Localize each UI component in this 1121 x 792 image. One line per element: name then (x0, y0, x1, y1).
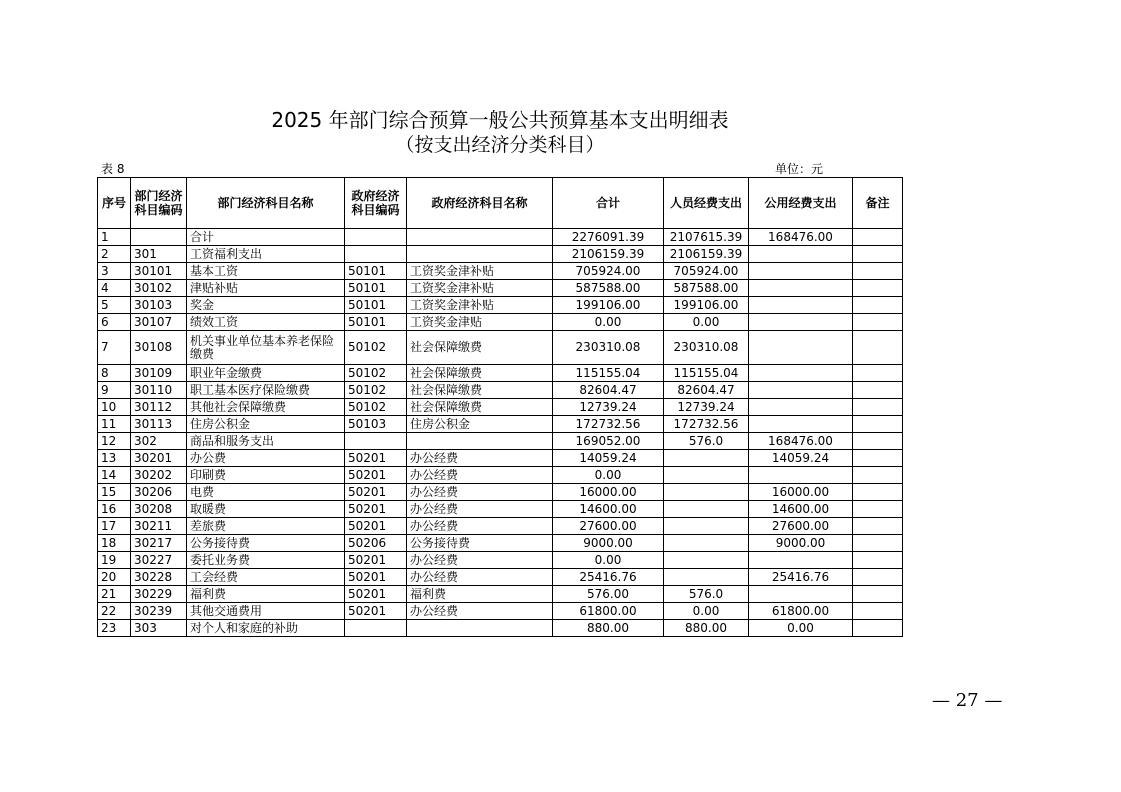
cell-gov-code: 50201 (345, 467, 407, 484)
table-row (98, 620, 903, 637)
cell-seq: 18 (98, 535, 131, 552)
table-row (98, 314, 903, 331)
header-gov-name: 政府经济科目名称 (407, 178, 553, 229)
cell-personnel: 12739.24 (664, 399, 749, 416)
cell-seq: 11 (98, 416, 131, 433)
cell-dept-name: 取暖费 (187, 501, 345, 518)
table-row (98, 484, 903, 501)
cell-personnel (664, 518, 749, 535)
cell-public (749, 263, 853, 280)
cell-dept-name: 公务接待费 (187, 535, 345, 552)
cell-dept-name: 印刷费 (187, 467, 345, 484)
cell-gov-code: 50201 (345, 484, 407, 501)
page-subtitle: （按支出经济分类科目） (395, 134, 605, 156)
cell-personnel: 0.00 (664, 314, 749, 331)
cell-remark (853, 331, 903, 365)
cell-gov-name: 办公经费 (407, 501, 553, 518)
cell-remark (853, 501, 903, 518)
cell-seq: 6 (98, 314, 131, 331)
cell-seq: 22 (98, 603, 131, 620)
cell-personnel: 576.0 (664, 433, 749, 450)
cell-public (749, 280, 853, 297)
cell-seq: 7 (98, 331, 131, 365)
cell-dept-name: 其他交通费用 (187, 603, 345, 620)
cell-seq: 13 (98, 450, 131, 467)
cell-dept-code: 30110 (131, 382, 187, 399)
cell-gov-code (345, 229, 407, 246)
table-row (98, 280, 903, 297)
expense-detail-table (97, 177, 903, 637)
cell-dept-name: 委托业务费 (187, 552, 345, 569)
cell-personnel (664, 535, 749, 552)
cell-remark (853, 603, 903, 620)
cell-gov-name (407, 229, 553, 246)
header-public: 公用经费支出 (749, 178, 853, 229)
cell-dept-name: 职业年金缴费 (187, 365, 345, 382)
page-title: 2025 年部门综合预算一般公共预算基本支出明细表 (271, 108, 729, 132)
cell-personnel: 2106159.39 (664, 246, 749, 263)
table-row (98, 246, 903, 263)
cell-remark (853, 552, 903, 569)
cell-dept-name: 电费 (187, 484, 345, 501)
cell-gov-name: 工资奖金津补贴 (407, 297, 553, 314)
cell-total: 115155.04 (553, 365, 664, 382)
cell-gov-code: 50206 (345, 535, 407, 552)
cell-seq: 9 (98, 382, 131, 399)
cell-public: 14600.00 (749, 501, 853, 518)
cell-dept-name: 奖金 (187, 297, 345, 314)
cell-remark (853, 569, 903, 586)
cell-gov-code: 50102 (345, 365, 407, 382)
cell-gov-name: 工资奖金津补贴 (407, 263, 553, 280)
cell-gov-name (407, 433, 553, 450)
cell-personnel: 172732.56 (664, 416, 749, 433)
cell-seq: 12 (98, 433, 131, 450)
cell-gov-code (345, 433, 407, 450)
cell-gov-code: 50102 (345, 382, 407, 399)
cell-dept-code: 30206 (131, 484, 187, 501)
table-row (98, 535, 903, 552)
cell-gov-name: 办公经费 (407, 552, 553, 569)
cell-total: 169052.00 (553, 433, 664, 450)
cell-remark (853, 484, 903, 501)
cell-personnel: 0.00 (664, 603, 749, 620)
cell-dept-name: 津贴补贴 (187, 280, 345, 297)
cell-gov-code: 50201 (345, 450, 407, 467)
cell-gov-code: 50102 (345, 399, 407, 416)
table-row (98, 365, 903, 382)
cell-dept-code: 30109 (131, 365, 187, 382)
cell-public (749, 586, 853, 603)
cell-seq: 3 (98, 263, 131, 280)
cell-total: 12739.24 (553, 399, 664, 416)
cell-public (749, 297, 853, 314)
table-row (98, 433, 903, 450)
cell-public (749, 399, 853, 416)
cell-dept-code: 30201 (131, 450, 187, 467)
cell-personnel (664, 467, 749, 484)
cell-gov-code: 50201 (345, 552, 407, 569)
table-row (98, 416, 903, 433)
cell-remark (853, 297, 903, 314)
header-seq: 序号 (98, 178, 131, 229)
cell-remark (853, 382, 903, 399)
cell-personnel: 705924.00 (664, 263, 749, 280)
cell-seq: 8 (98, 365, 131, 382)
table-body (98, 229, 903, 637)
cell-gov-name: 住房公积金 (407, 416, 553, 433)
header-total: 合计 (553, 178, 664, 229)
cell-dept-code: 30101 (131, 263, 187, 280)
cell-dept-name: 基本工资 (187, 263, 345, 280)
cell-remark (853, 229, 903, 246)
cell-remark (853, 263, 903, 280)
cell-seq: 1 (98, 229, 131, 246)
cell-dept-code: 30217 (131, 535, 187, 552)
cell-dept-name: 机关事业单位基本养老保险缴费 (187, 331, 345, 365)
cell-personnel: 230310.08 (664, 331, 749, 365)
cell-gov-name: 社会保障缴费 (407, 331, 553, 365)
cell-total: 0.00 (553, 467, 664, 484)
cell-remark (853, 399, 903, 416)
cell-dept-code: 301 (131, 246, 187, 263)
table-number: 表 8 (101, 162, 125, 176)
cell-gov-name (407, 620, 553, 637)
cell-dept-name: 福利费 (187, 586, 345, 603)
cell-dept-name: 商品和服务支出 (187, 433, 345, 450)
cell-gov-name (407, 246, 553, 263)
cell-dept-name: 工会经费 (187, 569, 345, 586)
cell-personnel (664, 569, 749, 586)
cell-gov-code: 50201 (345, 603, 407, 620)
cell-gov-name: 社会保障缴费 (407, 399, 553, 416)
cell-remark (853, 433, 903, 450)
cell-public: 168476.00 (749, 433, 853, 450)
cell-remark (853, 416, 903, 433)
cell-personnel: 587588.00 (664, 280, 749, 297)
cell-public: 25416.76 (749, 569, 853, 586)
cell-public (749, 331, 853, 365)
cell-remark (853, 535, 903, 552)
cell-total: 230310.08 (553, 331, 664, 365)
cell-dept-code: 30112 (131, 399, 187, 416)
cell-remark (853, 365, 903, 382)
cell-total: 25416.76 (553, 569, 664, 586)
cell-gov-name: 办公经费 (407, 467, 553, 484)
cell-dept-code: 303 (131, 620, 187, 637)
cell-gov-name: 办公经费 (407, 450, 553, 467)
cell-total: 16000.00 (553, 484, 664, 501)
header-row (98, 178, 903, 229)
cell-gov-name: 社会保障缴费 (407, 365, 553, 382)
cell-seq: 4 (98, 280, 131, 297)
cell-gov-code: 50201 (345, 569, 407, 586)
cell-dept-code: 30113 (131, 416, 187, 433)
header-dept-name: 部门经济科目名称 (187, 178, 345, 229)
cell-remark (853, 586, 903, 603)
cell-total: 576.00 (553, 586, 664, 603)
cell-personnel (664, 552, 749, 569)
cell-gov-name: 工资奖金津贴 (407, 314, 553, 331)
cell-dept-code: 30228 (131, 569, 187, 586)
header-remark: 备注 (853, 178, 903, 229)
cell-gov-name: 办公经费 (407, 603, 553, 620)
page-number: — 27 — (932, 690, 1003, 711)
cell-seq: 2 (98, 246, 131, 263)
cell-gov-code: 50101 (345, 280, 407, 297)
table-row (98, 399, 903, 416)
table-row (98, 382, 903, 399)
cell-public: 27600.00 (749, 518, 853, 535)
cell-total: 0.00 (553, 552, 664, 569)
header-personnel: 人员经费支出 (664, 178, 749, 229)
cell-remark (853, 246, 903, 263)
table-row (98, 518, 903, 535)
cell-total: 199106.00 (553, 297, 664, 314)
cell-dept-name: 差旅费 (187, 518, 345, 535)
cell-dept-code: 302 (131, 433, 187, 450)
cell-dept-name: 其他社会保障缴费 (187, 399, 345, 416)
cell-public (749, 467, 853, 484)
cell-gov-name: 工资奖金津补贴 (407, 280, 553, 297)
table-row (98, 603, 903, 620)
cell-total: 0.00 (553, 314, 664, 331)
cell-dept-name: 合计 (187, 229, 345, 246)
cell-total: 587588.00 (553, 280, 664, 297)
cell-dept-code: 30239 (131, 603, 187, 620)
cell-dept-code: 30107 (131, 314, 187, 331)
unit-label: 单位：元 (775, 162, 824, 176)
cell-dept-name: 工资福利支出 (187, 246, 345, 263)
cell-dept-code: 30229 (131, 586, 187, 603)
cell-seq: 5 (98, 297, 131, 314)
cell-public (749, 314, 853, 331)
cell-seq: 20 (98, 569, 131, 586)
cell-dept-code: 30227 (131, 552, 187, 569)
cell-dept-name: 职工基本医疗保险缴费 (187, 382, 345, 399)
cell-public (749, 416, 853, 433)
cell-remark (853, 314, 903, 331)
cell-personnel (664, 501, 749, 518)
cell-total: 2106159.39 (553, 246, 664, 263)
cell-seq: 10 (98, 399, 131, 416)
table-row (98, 229, 903, 246)
cell-dept-code: 30208 (131, 501, 187, 518)
cell-gov-name: 办公经费 (407, 484, 553, 501)
cell-total: 172732.56 (553, 416, 664, 433)
cell-personnel: 2107615.39 (664, 229, 749, 246)
cell-dept-code: 30103 (131, 297, 187, 314)
table-row (98, 450, 903, 467)
cell-remark (853, 518, 903, 535)
cell-public: 168476.00 (749, 229, 853, 246)
cell-gov-code: 50101 (345, 314, 407, 331)
cell-total: 9000.00 (553, 535, 664, 552)
cell-personnel (664, 484, 749, 501)
cell-dept-code: 30202 (131, 467, 187, 484)
cell-public (749, 365, 853, 382)
cell-seq: 19 (98, 552, 131, 569)
cell-gov-code: 50102 (345, 331, 407, 365)
cell-public (749, 552, 853, 569)
table-row (98, 297, 903, 314)
cell-public: 14059.24 (749, 450, 853, 467)
cell-dept-name: 对个人和家庭的补助 (187, 620, 345, 637)
cell-public (749, 382, 853, 399)
cell-remark (853, 450, 903, 467)
cell-gov-code: 50101 (345, 297, 407, 314)
cell-public: 61800.00 (749, 603, 853, 620)
cell-personnel: 576.0 (664, 586, 749, 603)
cell-total: 82604.47 (553, 382, 664, 399)
cell-personnel: 880.00 (664, 620, 749, 637)
cell-seq: 14 (98, 467, 131, 484)
cell-seq: 16 (98, 501, 131, 518)
cell-dept-name: 住房公积金 (187, 416, 345, 433)
cell-remark (853, 280, 903, 297)
cell-gov-code: 50101 (345, 263, 407, 280)
cell-seq: 17 (98, 518, 131, 535)
cell-dept-code: 30102 (131, 280, 187, 297)
cell-total: 14059.24 (553, 450, 664, 467)
cell-total: 61800.00 (553, 603, 664, 620)
table-row (98, 501, 903, 518)
cell-dept-code: 30108 (131, 331, 187, 365)
cell-gov-name: 社会保障缴费 (407, 382, 553, 399)
cell-seq: 23 (98, 620, 131, 637)
cell-personnel: 199106.00 (664, 297, 749, 314)
cell-remark (853, 467, 903, 484)
cell-public: 9000.00 (749, 535, 853, 552)
cell-gov-name: 办公经费 (407, 518, 553, 535)
cell-personnel (664, 450, 749, 467)
table-row (98, 569, 903, 586)
cell-gov-code (345, 620, 407, 637)
cell-personnel: 115155.04 (664, 365, 749, 382)
cell-gov-code (345, 246, 407, 263)
cell-total: 2276091.39 (553, 229, 664, 246)
cell-personnel: 82604.47 (664, 382, 749, 399)
cell-gov-name: 办公经费 (407, 569, 553, 586)
cell-dept-name: 绩效工资 (187, 314, 345, 331)
cell-public: 16000.00 (749, 484, 853, 501)
cell-gov-name: 公务接待费 (407, 535, 553, 552)
cell-gov-code: 50103 (345, 416, 407, 433)
cell-total: 880.00 (553, 620, 664, 637)
cell-seq: 21 (98, 586, 131, 603)
cell-total: 705924.00 (553, 263, 664, 280)
cell-gov-code: 50201 (345, 586, 407, 603)
table-row (98, 552, 903, 569)
table-row (98, 331, 903, 365)
cell-public (749, 246, 853, 263)
cell-gov-code: 50201 (345, 501, 407, 518)
header-gov-code: 政府经济科目编码 (345, 178, 407, 229)
cell-total: 14600.00 (553, 501, 664, 518)
cell-gov-name: 福利费 (407, 586, 553, 603)
cell-seq: 15 (98, 484, 131, 501)
cell-gov-code: 50201 (345, 518, 407, 535)
cell-public: 0.00 (749, 620, 853, 637)
table-row (98, 586, 903, 603)
header-dept-code: 部门经济科目编码 (131, 178, 187, 229)
cell-dept-name: 办公费 (187, 450, 345, 467)
table-row (98, 467, 903, 484)
cell-dept-code: 30211 (131, 518, 187, 535)
cell-remark (853, 620, 903, 637)
cell-dept-code (131, 229, 187, 246)
cell-total: 27600.00 (553, 518, 664, 535)
table-row (98, 263, 903, 280)
